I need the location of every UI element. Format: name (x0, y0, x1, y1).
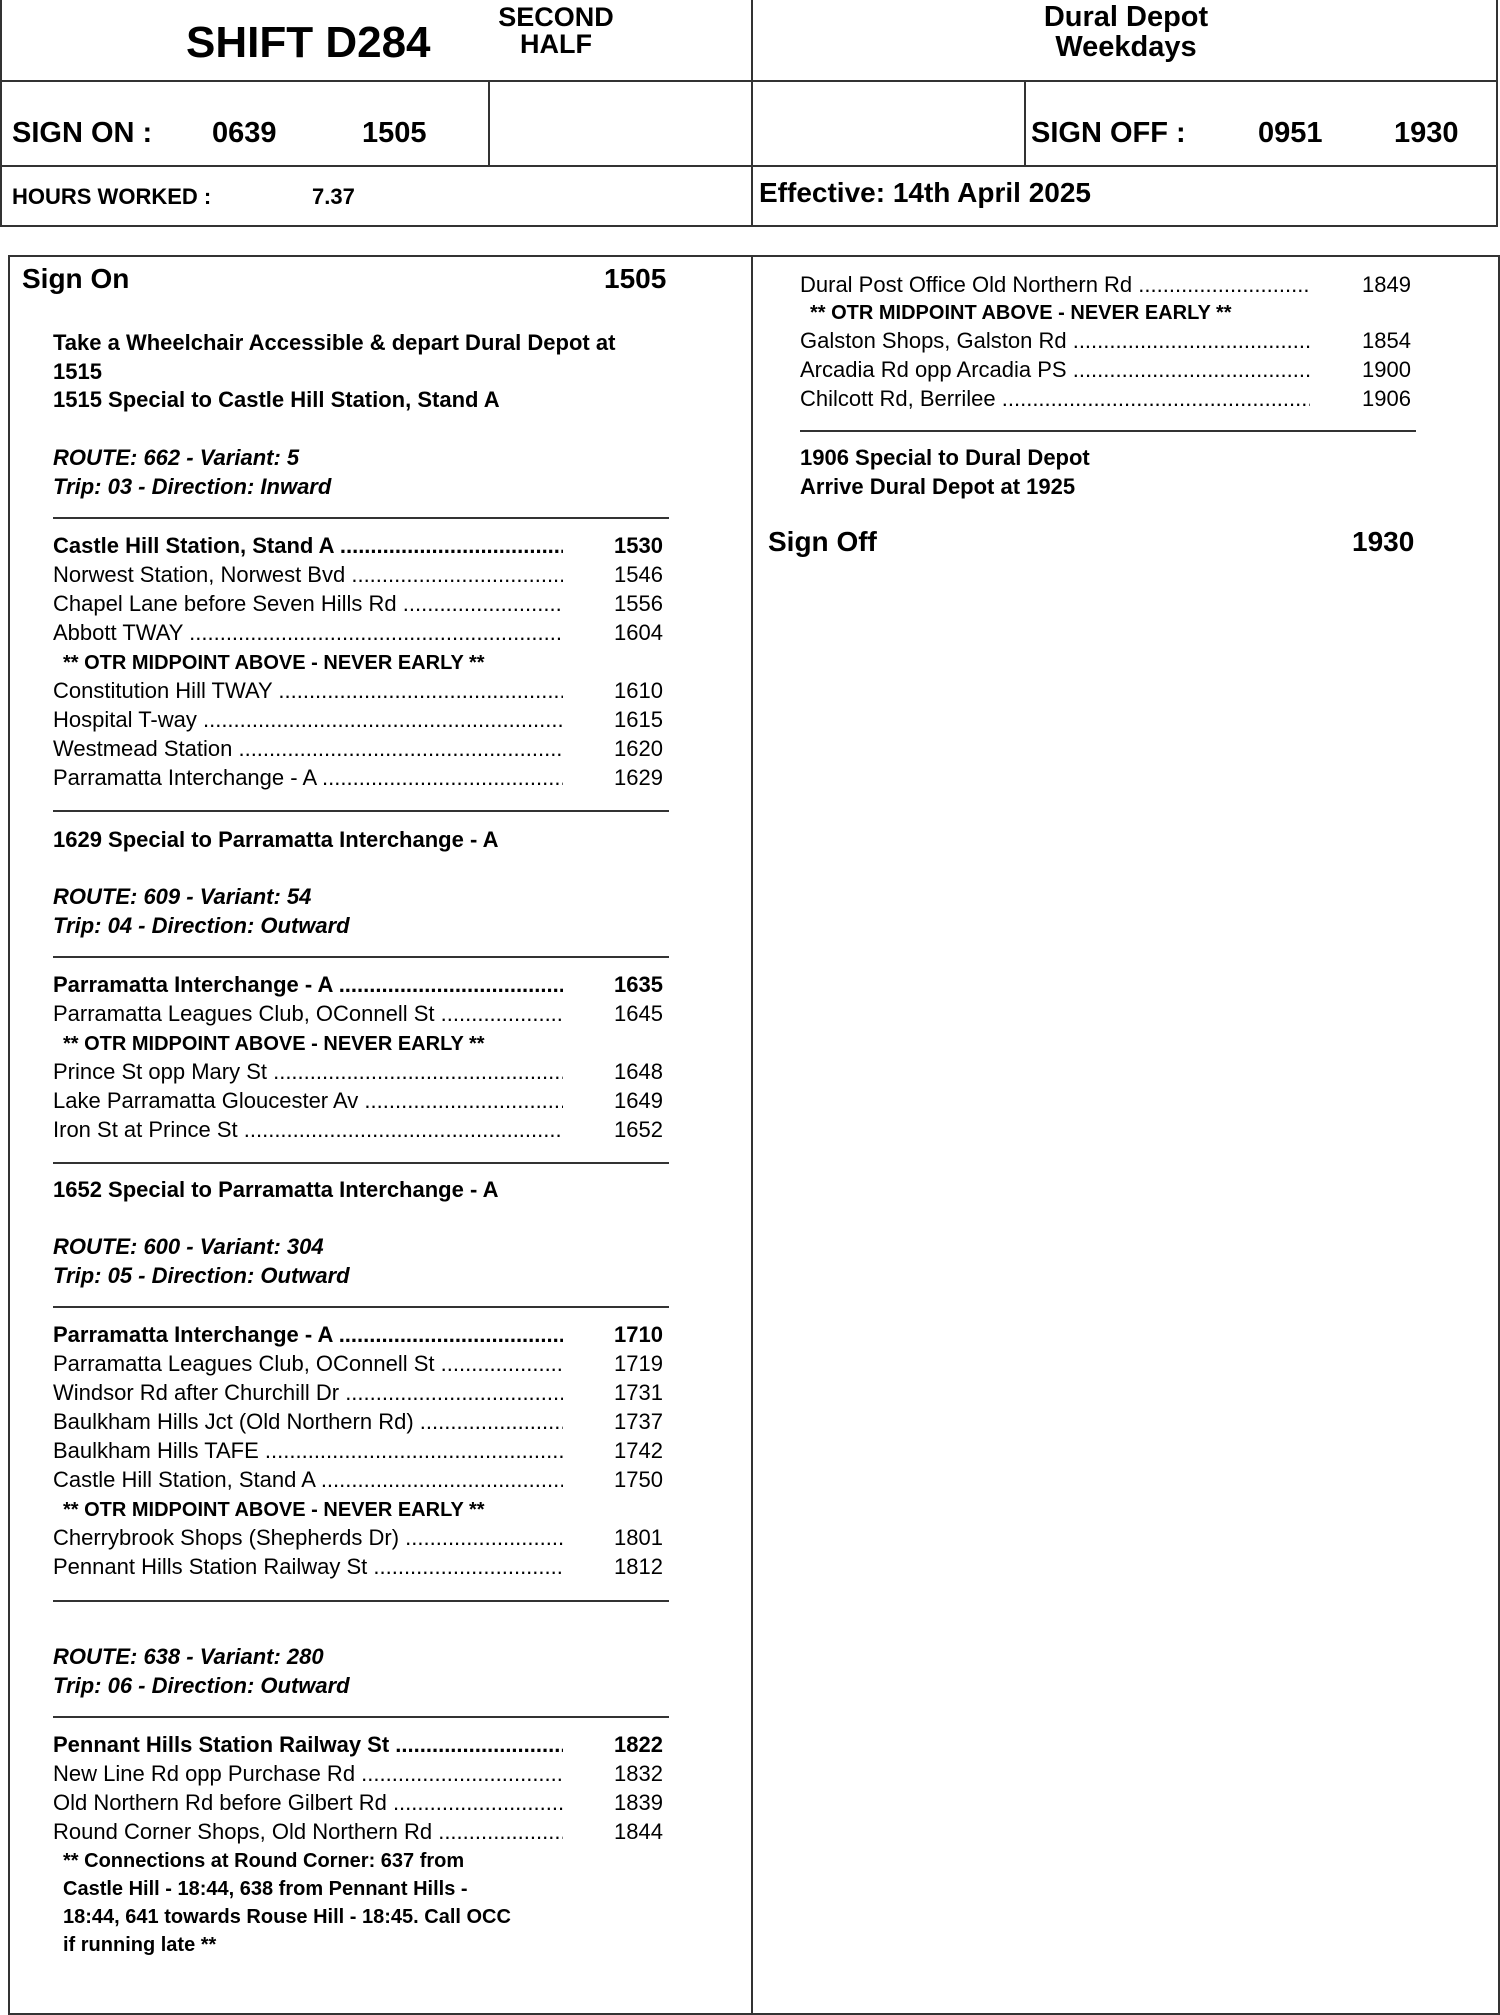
header-divider (1024, 80, 1026, 166)
sign-off-time-1: 0951 (1258, 117, 1323, 149)
separator (53, 810, 669, 812)
stop-time: 1719 (614, 1351, 663, 1376)
stop-row (53, 734, 663, 763)
stop-name: Dural Post Office Old Northern Rd ..... (800, 270, 1310, 299)
stop-row (53, 676, 663, 705)
stop-name: Arcadia Rd opp Arcadia PS ..... (800, 355, 1310, 384)
stop-name: Castle Hill Station, Stand A ..... (53, 1465, 563, 1494)
day-type: Weekdays (1055, 31, 1197, 63)
stop-row (53, 618, 663, 647)
sign-on-time: 1505 (604, 263, 667, 294)
header-divider (0, 165, 1498, 167)
stop-name: Parramatta Interchange - A ..... (53, 970, 563, 999)
stop-name: Cherrybrook Shops (Shepherds Dr) ..... (53, 1523, 563, 1552)
stop-name: Castle Hill Station, Stand A ..... (53, 531, 563, 560)
stop-time: 1620 (614, 736, 663, 761)
trip-info: Trip: 05 - Direction: Outward (53, 1263, 350, 1288)
stop-name: Chapel Lane before Seven Hills Rd ..... (53, 589, 563, 618)
stop-time: 1849 (1362, 272, 1411, 297)
stop-time: 1710 (614, 1322, 663, 1347)
stop-row (53, 999, 663, 1028)
stop-row (53, 705, 663, 734)
sign-on-heading: Sign On (22, 263, 130, 294)
column-divider (751, 255, 753, 2015)
stop-name: Prince St opp Mary St ..... (53, 1057, 563, 1086)
effective-date: Effective: 14th April 2025 (759, 177, 1091, 208)
sign-on-time-2: 1505 (362, 117, 427, 149)
depot-name: Dural Depot (1043, 1, 1209, 33)
stop-time: 1546 (614, 562, 663, 587)
stop-name: Pennant Hills Station Railway St ..... (53, 1730, 563, 1759)
stop-time: 1742 (614, 1438, 663, 1463)
stop-time: 1832 (614, 1761, 663, 1786)
special-line: 1629 Special to Parramatta Interchange - A (53, 827, 499, 852)
stop-row (53, 970, 663, 999)
stop-name: Parramatta Leagues Club, OConnell St ..... (53, 999, 563, 1028)
stop-row (53, 1086, 663, 1115)
stop-time: 1604 (614, 620, 663, 645)
hours-worked-value: 7.37 (312, 184, 355, 209)
arrive-line: Arrive Dural Depot at 1925 (800, 474, 1076, 499)
stop-row (53, 1407, 663, 1436)
stop-time: 1610 (614, 678, 663, 703)
stop-name: Abbott TWAY ..... (53, 618, 563, 647)
stop-time: 1822 (614, 1732, 663, 1757)
stop-time: 1801 (614, 1525, 663, 1550)
separator (53, 1600, 669, 1602)
connection-note: 18:44, 641 towards Rouse Hill - 18:45. Call OCC (63, 1906, 511, 1928)
stop-name: Norwest Station, Norwest Bvd ..... (53, 560, 563, 589)
stop-row (53, 1349, 663, 1378)
stop-name: Lake Parramatta Gloucester Av ..... (53, 1086, 563, 1115)
sign-on-time-1: 0639 (212, 117, 277, 149)
special-line: 1652 Special to Parramatta Interchange - A (53, 1177, 499, 1202)
route-info: ROUTE: 638 - Variant: 280 (53, 1644, 324, 1669)
separator (53, 956, 669, 958)
half-line-2: HALF (520, 29, 592, 59)
stop-time: 1900 (1362, 357, 1411, 382)
stop-time: 1530 (614, 533, 663, 558)
separator (53, 1306, 669, 1308)
stop-row (53, 589, 663, 618)
stop-name: Parramatta Leagues Club, OConnell St ..... (53, 1349, 563, 1378)
stop-time: 1645 (614, 1001, 663, 1026)
stop-time: 1750 (614, 1467, 663, 1492)
trip-info: Trip: 04 - Direction: Outward (53, 913, 350, 938)
stop-row (800, 270, 1411, 299)
midpoint-note: ** OTR MIDPOINT ABOVE - NEVER EARLY ** (63, 1033, 485, 1055)
stop-row (53, 763, 663, 792)
stop-name: Pennant Hills Station Railway St ..... (53, 1552, 563, 1581)
sign-off-time-2: 1930 (1394, 117, 1459, 149)
trip-info: Trip: 03 - Direction: Inward (53, 474, 332, 499)
separator (53, 517, 669, 519)
header-divider (488, 80, 490, 166)
stop-row (53, 1465, 663, 1494)
stop-time: 1649 (614, 1088, 663, 1113)
stop-row (800, 355, 1411, 384)
hours-worked-label: HOURS WORKED : (12, 184, 212, 209)
stop-name: New Line Rd opp Purchase Rd ..... (53, 1759, 563, 1788)
stop-row (53, 1378, 663, 1407)
stop-name: Galston Shops, Galston Rd ..... (800, 326, 1310, 355)
trip-info: Trip: 06 - Direction: Outward (53, 1673, 350, 1698)
stop-name: Chilcott Rd, Berrilee ..... (800, 384, 1310, 413)
connection-note: ** Connections at Round Corner: 637 from (63, 1850, 465, 1872)
stop-row (53, 1057, 663, 1086)
stop-time: 1731 (614, 1380, 663, 1405)
header-divider (0, 80, 1498, 82)
stop-row (800, 326, 1411, 355)
separator (800, 430, 1416, 432)
stop-name: Iron St at Prince St ..... (53, 1115, 563, 1144)
stop-row (53, 1817, 663, 1846)
stop-name: Windsor Rd after Churchill Dr ..... (53, 1378, 563, 1407)
stop-name: Hospital T-way ..... (53, 705, 563, 734)
stop-time: 1844 (614, 1819, 663, 1844)
shift-half (486, 4, 626, 58)
stop-name: Old Northern Rd before Gilbert Rd ..... (53, 1788, 563, 1817)
connection-note: if running late ** (63, 1934, 217, 1956)
intro-line: 1515 (53, 359, 102, 384)
stop-time: 1906 (1362, 386, 1411, 411)
route-info: ROUTE: 609 - Variant: 54 (53, 884, 312, 909)
stop-row (53, 1115, 663, 1144)
separator (53, 1716, 669, 1718)
connection-note: Castle Hill - 18:44, 638 from Pennant Hills - (63, 1878, 468, 1900)
midpoint-note: ** OTR MIDPOINT ABOVE - NEVER EARLY ** (63, 1499, 485, 1521)
stop-name: Baulkham Hills TAFE ..... (53, 1436, 563, 1465)
intro-line: 1515 Special to Castle Hill Station, Stand A (53, 387, 500, 412)
stop-row (53, 1320, 663, 1349)
stop-row (53, 1552, 663, 1581)
stop-row (53, 1759, 663, 1788)
half-line-1: SECOND (498, 2, 614, 32)
stop-row (53, 1436, 663, 1465)
stop-time: 1652 (614, 1117, 663, 1142)
sign-off-time: 1930 (1352, 526, 1415, 557)
stop-name: Parramatta Interchange - A ..... (53, 1320, 563, 1349)
stop-name: Westmead Station ..... (53, 734, 563, 763)
stop-time: 1635 (614, 972, 663, 997)
stop-row (53, 560, 663, 589)
stop-name: Baulkham Hills Jct (Old Northern Rd) ..... (53, 1407, 563, 1436)
stop-time: 1648 (614, 1059, 663, 1084)
route-info: ROUTE: 662 - Variant: 5 (53, 445, 300, 470)
stop-row (53, 1730, 663, 1759)
route-info: ROUTE: 600 - Variant: 304 (53, 1234, 324, 1259)
stop-name: Round Corner Shops, Old Northern Rd ..... (53, 1817, 563, 1846)
stop-row (53, 531, 663, 560)
stop-row (800, 384, 1411, 413)
depot-info (752, 2, 1500, 62)
stop-time: 1629 (614, 765, 663, 790)
stop-name: Parramatta Interchange - A ..... (53, 763, 563, 792)
sign-off-heading: Sign Off (768, 526, 877, 557)
shift-title: SHIFT D284 (186, 18, 431, 67)
stop-name: Constitution Hill TWAY ..... (53, 676, 563, 705)
intro-line: Take a Wheelchair Accessible & depart Dural Depot at (53, 330, 616, 355)
midpoint-note: ** OTR MIDPOINT ABOVE - NEVER EARLY ** (63, 652, 485, 674)
sign-off-label: SIGN OFF : (1031, 117, 1186, 149)
stop-time: 1737 (614, 1409, 663, 1434)
special-line: 1906 Special to Dural Depot (800, 445, 1090, 470)
stop-row (53, 1523, 663, 1552)
stop-time: 1556 (614, 591, 663, 616)
sign-on-label: SIGN ON : (12, 117, 153, 149)
stop-time: 1854 (1362, 328, 1411, 353)
midpoint-note: ** OTR MIDPOINT ABOVE - NEVER EARLY ** (810, 302, 1232, 324)
stop-time: 1615 (614, 707, 663, 732)
separator (53, 1162, 669, 1164)
stop-time: 1839 (614, 1790, 663, 1815)
stop-row (53, 1788, 663, 1817)
stop-time: 1812 (614, 1554, 663, 1579)
